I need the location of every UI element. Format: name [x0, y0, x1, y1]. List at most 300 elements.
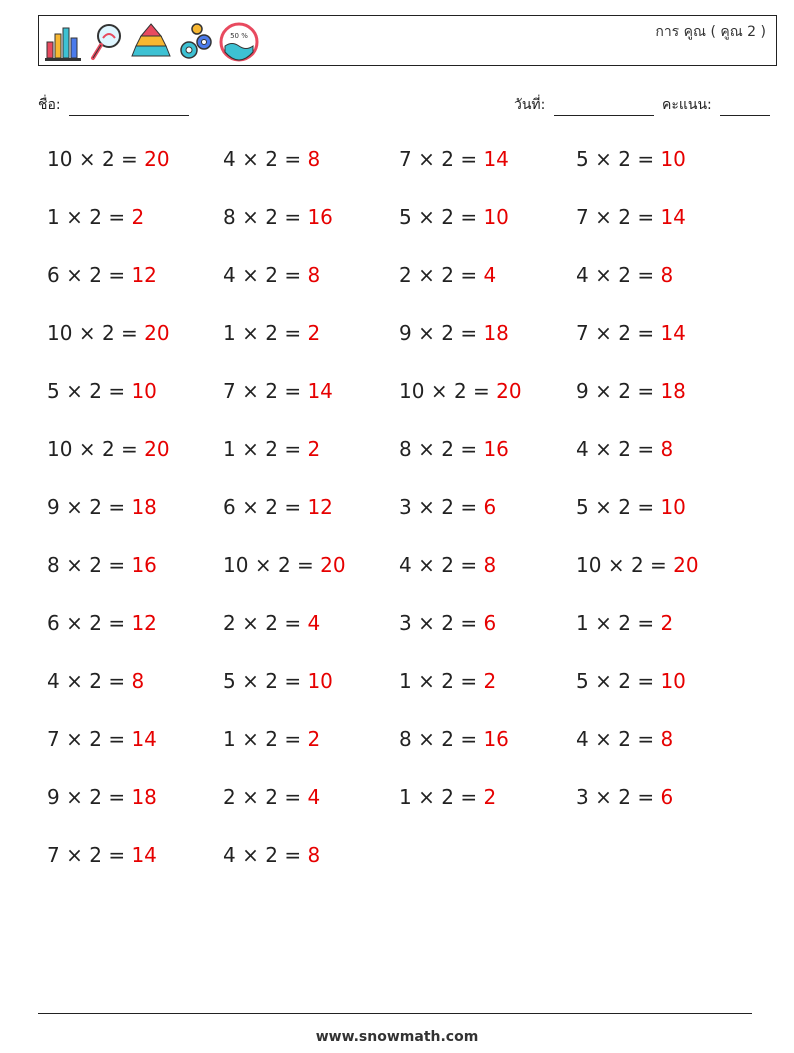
- times-sign: ×: [418, 785, 435, 809]
- problem-item: [576, 379, 686, 403]
- answer: 20: [320, 553, 346, 577]
- problem-item: [399, 669, 496, 693]
- times-sign: ×: [78, 321, 96, 345]
- answer: 14: [483, 147, 509, 171]
- answer: 8: [483, 553, 497, 577]
- multiplier: 2: [618, 495, 631, 519]
- times-sign: ×: [66, 843, 83, 867]
- multiplier: 2: [441, 495, 454, 519]
- times-sign: ×: [242, 669, 259, 693]
- problem-item: [576, 437, 673, 461]
- equals-sign: =: [637, 785, 655, 809]
- multiplier: 2: [618, 785, 631, 809]
- multiplier: 2: [441, 727, 454, 751]
- answer: 18: [483, 321, 509, 345]
- factor: 4: [223, 843, 236, 867]
- times-sign: ×: [242, 611, 259, 635]
- worksheet-title: การ คูณ ( คูณ 2 ): [655, 24, 766, 40]
- magnifier-icon: [87, 20, 127, 64]
- times-sign: ×: [418, 437, 435, 461]
- factor: 2: [223, 785, 236, 809]
- factor: 10: [399, 379, 425, 403]
- times-sign: ×: [418, 321, 435, 345]
- times-sign: ×: [66, 669, 83, 693]
- answer: 18: [131, 495, 157, 519]
- factor: 3: [399, 611, 412, 635]
- problem-item: [223, 611, 320, 635]
- multiplier: 2: [265, 727, 278, 751]
- answer: 18: [660, 379, 686, 403]
- multiplier: 2: [89, 205, 102, 229]
- problem-item: [47, 669, 144, 693]
- times-sign: ×: [254, 553, 272, 577]
- problem-item: [576, 321, 686, 345]
- problem-item: [576, 205, 686, 229]
- factor: 8: [399, 437, 412, 461]
- times-sign: ×: [418, 669, 435, 693]
- answer: 16: [483, 437, 509, 461]
- equals-sign: =: [108, 843, 126, 867]
- problem-item: [576, 147, 686, 171]
- answer: 8: [660, 727, 674, 751]
- equals-sign: =: [637, 437, 655, 461]
- times-sign: ×: [595, 205, 612, 229]
- equals-sign: =: [650, 553, 667, 577]
- problem-item: [399, 263, 496, 287]
- equals-sign: =: [284, 611, 302, 635]
- answer: 14: [660, 205, 686, 229]
- factor: 8: [223, 205, 236, 229]
- multiplier: 2: [453, 379, 467, 403]
- answer: 20: [144, 321, 170, 345]
- equals-sign: =: [637, 321, 655, 345]
- date-field: [514, 94, 654, 116]
- problem-item: [47, 495, 157, 519]
- factor: 5: [47, 379, 60, 403]
- problem-item: [399, 611, 496, 635]
- times-sign: ×: [418, 611, 435, 635]
- answer: 6: [483, 495, 497, 519]
- answer: 4: [307, 611, 321, 635]
- factor: 5: [576, 147, 589, 171]
- multiplier: 2: [101, 437, 115, 461]
- problem-item: [399, 147, 509, 171]
- multiplier: 2: [441, 553, 454, 577]
- factor: 4: [47, 669, 60, 693]
- problem-item: [576, 495, 686, 519]
- factor: 7: [223, 379, 236, 403]
- answer: 12: [131, 263, 157, 287]
- equals-sign: =: [108, 611, 126, 635]
- answer: 16: [307, 205, 333, 229]
- answer: 8: [307, 147, 321, 171]
- times-sign: ×: [418, 147, 435, 171]
- equals-sign: =: [637, 495, 655, 519]
- times-sign: ×: [595, 669, 612, 693]
- times-sign: ×: [242, 437, 259, 461]
- problem-item: [223, 263, 320, 287]
- problem-item: [47, 553, 157, 577]
- problem-item: [223, 727, 320, 751]
- bar-chart-icon: [43, 20, 83, 64]
- answer: 20: [144, 437, 170, 461]
- multiplier: 2: [265, 843, 278, 867]
- equals-sign: =: [108, 495, 126, 519]
- factor: 3: [576, 785, 589, 809]
- problem-item: [223, 379, 333, 403]
- gears-icon: [175, 20, 215, 64]
- times-sign: ×: [242, 147, 259, 171]
- times-sign: ×: [242, 205, 259, 229]
- times-sign: ×: [595, 785, 612, 809]
- times-sign: ×: [78, 147, 96, 171]
- footer-url: www.snowmath.com: [315, 1029, 479, 1045]
- factor: 1: [399, 669, 412, 693]
- problem-item: [399, 321, 509, 345]
- answer: 2: [307, 321, 321, 345]
- problem-item: [223, 785, 320, 809]
- equals-sign: =: [460, 495, 478, 519]
- date-label: วันที่:: [514, 97, 546, 113]
- factor: 5: [399, 205, 412, 229]
- problem-item: [223, 843, 320, 867]
- equals-sign: =: [108, 379, 126, 403]
- equals-sign: =: [108, 727, 126, 751]
- answer: 2: [660, 611, 674, 635]
- factor: 10: [47, 321, 73, 345]
- times-sign: ×: [66, 379, 83, 403]
- factor: 5: [576, 495, 589, 519]
- times-sign: ×: [66, 785, 83, 809]
- multiplier: 2: [265, 321, 278, 345]
- factor: 4: [223, 263, 236, 287]
- svg-text:50 %: 50 %: [230, 32, 248, 40]
- equals-sign: =: [637, 669, 655, 693]
- times-sign: ×: [78, 437, 96, 461]
- multiplier: 2: [265, 147, 278, 171]
- equals-sign: =: [108, 263, 126, 287]
- multiplier: 2: [89, 611, 102, 635]
- factor: 1: [223, 727, 236, 751]
- multiplier: 2: [89, 379, 102, 403]
- problem-item: [223, 553, 346, 577]
- problem-item: [47, 437, 170, 461]
- score-blank[interactable]: [720, 99, 770, 116]
- factor: 1: [576, 611, 589, 635]
- answer: 4: [483, 263, 497, 287]
- problem-item: [399, 727, 509, 751]
- problem-item: [223, 669, 333, 693]
- answer: 20: [496, 379, 522, 403]
- problem-item: [223, 437, 320, 461]
- times-sign: ×: [66, 495, 83, 519]
- score-label: คะแนน:: [662, 97, 712, 113]
- factor: 6: [223, 495, 236, 519]
- answer: 2: [307, 727, 321, 751]
- factor: 2: [399, 263, 412, 287]
- equals-sign: =: [460, 611, 478, 635]
- factor: 8: [47, 553, 60, 577]
- problem-item: [399, 785, 496, 809]
- factor: 4: [223, 147, 236, 171]
- problem-item: [223, 321, 320, 345]
- answer: 14: [131, 727, 157, 751]
- times-sign: ×: [418, 263, 435, 287]
- equals-sign: =: [108, 205, 126, 229]
- equals-sign: =: [637, 205, 655, 229]
- answer: 10: [660, 669, 686, 693]
- multiplier: 2: [618, 727, 631, 751]
- problem-item: [223, 147, 320, 171]
- times-sign: ×: [418, 727, 435, 751]
- equals-sign: =: [108, 785, 126, 809]
- factor: 9: [47, 785, 60, 809]
- factor: 4: [576, 263, 589, 287]
- equals-sign: =: [637, 727, 655, 751]
- multiplier: 2: [101, 321, 115, 345]
- factor: 1: [223, 437, 236, 461]
- problem-item: [399, 379, 522, 403]
- factor: 3: [399, 495, 412, 519]
- multiplier: 2: [265, 437, 278, 461]
- times-sign: ×: [242, 843, 259, 867]
- equals-sign: =: [460, 321, 478, 345]
- problem-item: [223, 205, 333, 229]
- answer: 14: [660, 321, 686, 345]
- equals-sign: =: [284, 843, 302, 867]
- answer: 8: [307, 843, 321, 867]
- multiplier: 2: [89, 263, 102, 287]
- equals-sign: =: [460, 205, 478, 229]
- answer: 8: [660, 437, 674, 461]
- equals-sign: =: [460, 669, 478, 693]
- equals-sign: =: [284, 205, 302, 229]
- problem-item: [399, 495, 496, 519]
- factor: 5: [576, 669, 589, 693]
- problem-item: [576, 669, 686, 693]
- answer: 8: [131, 669, 145, 693]
- multiplier: 2: [441, 785, 454, 809]
- problem-item: [399, 205, 509, 229]
- equals-sign: =: [284, 263, 302, 287]
- equals-sign: =: [460, 437, 478, 461]
- times-sign: ×: [418, 495, 435, 519]
- equals-sign: =: [637, 147, 655, 171]
- times-sign: ×: [595, 437, 612, 461]
- problem-item: [47, 205, 144, 229]
- answer: 2: [307, 437, 321, 461]
- problem-item: [47, 611, 157, 635]
- problem-item: [47, 843, 157, 867]
- equals-sign: =: [284, 495, 302, 519]
- problem-item: [576, 785, 673, 809]
- answer: 12: [131, 611, 157, 635]
- problem-item: [576, 263, 673, 287]
- answer: 16: [131, 553, 157, 577]
- problem-item: [399, 437, 509, 461]
- times-sign: ×: [242, 785, 259, 809]
- factor: 6: [47, 263, 60, 287]
- multiplier: 2: [618, 379, 631, 403]
- multiplier: 2: [441, 669, 454, 693]
- pyramid-icon: [131, 20, 171, 64]
- equals-sign: =: [637, 611, 655, 635]
- multiplier: 2: [441, 321, 454, 345]
- equals-sign: =: [460, 727, 478, 751]
- multiplier: 2: [618, 669, 631, 693]
- multiplier: 2: [630, 553, 644, 577]
- answer: 10: [307, 669, 333, 693]
- answer: 12: [307, 495, 333, 519]
- multiplier: 2: [265, 495, 278, 519]
- factor: 10: [47, 147, 73, 171]
- footer-divider: [38, 1013, 752, 1014]
- equals-sign: =: [284, 437, 302, 461]
- equals-sign: =: [284, 727, 302, 751]
- factor: 5: [223, 669, 236, 693]
- name-blank[interactable]: [69, 99, 189, 116]
- equals-sign: =: [637, 263, 655, 287]
- multiplier: 2: [618, 263, 631, 287]
- equals-sign: =: [121, 321, 138, 345]
- header-icons: [43, 20, 259, 64]
- equals-sign: =: [284, 379, 302, 403]
- problem-item: [399, 553, 496, 577]
- times-sign: ×: [242, 727, 259, 751]
- multiplier: 2: [618, 205, 631, 229]
- factor: 10: [47, 437, 73, 461]
- factor: 1: [47, 205, 60, 229]
- equals-sign: =: [121, 147, 138, 171]
- problem-item: [223, 495, 333, 519]
- equals-sign: =: [637, 379, 655, 403]
- equals-sign: =: [460, 147, 478, 171]
- multiplier: 2: [265, 379, 278, 403]
- factor: 7: [576, 321, 589, 345]
- answer: 10: [483, 205, 509, 229]
- factor: 4: [399, 553, 412, 577]
- answer: 6: [660, 785, 674, 809]
- factor: 1: [399, 785, 412, 809]
- equals-sign: =: [284, 785, 302, 809]
- multiplier: 2: [89, 727, 102, 751]
- factor: 7: [576, 205, 589, 229]
- multiplier: 2: [265, 611, 278, 635]
- times-sign: ×: [66, 263, 83, 287]
- equals-sign: =: [473, 379, 490, 403]
- problem-item: [576, 611, 673, 635]
- times-sign: ×: [242, 321, 259, 345]
- times-sign: ×: [595, 263, 612, 287]
- answer: 8: [307, 263, 321, 287]
- multiplier: 2: [441, 147, 454, 171]
- worksheet-header: [38, 15, 777, 66]
- times-sign: ×: [430, 379, 448, 403]
- equals-sign: =: [108, 553, 126, 577]
- multiplier: 2: [89, 669, 102, 693]
- multiplier: 2: [618, 147, 631, 171]
- multiplier: 2: [277, 553, 291, 577]
- problem-item: [47, 785, 157, 809]
- answer: 8: [660, 263, 674, 287]
- answer: 14: [131, 843, 157, 867]
- factor: 4: [576, 437, 589, 461]
- times-sign: ×: [418, 205, 435, 229]
- factor: 7: [399, 147, 412, 171]
- times-sign: ×: [595, 611, 612, 635]
- answer: 10: [660, 495, 686, 519]
- factor: 9: [576, 379, 589, 403]
- times-sign: ×: [66, 611, 83, 635]
- multiplier: 2: [89, 843, 102, 867]
- equals-sign: =: [460, 263, 478, 287]
- multiplier: 2: [618, 437, 631, 461]
- equals-sign: =: [460, 553, 478, 577]
- multiplier: 2: [441, 263, 454, 287]
- name-field: [38, 94, 189, 116]
- problem-item: [47, 727, 157, 751]
- equals-sign: =: [460, 785, 478, 809]
- multiplier: 2: [265, 669, 278, 693]
- problem-item: [47, 147, 170, 171]
- answer: 14: [307, 379, 333, 403]
- factor: 1: [223, 321, 236, 345]
- answer: 18: [131, 785, 157, 809]
- factor: 4: [576, 727, 589, 751]
- times-sign: ×: [595, 147, 612, 171]
- answer: 16: [483, 727, 509, 751]
- multiplier: 2: [101, 147, 115, 171]
- factor: 10: [576, 553, 602, 577]
- multiplier: 2: [618, 321, 631, 345]
- times-sign: ×: [595, 727, 612, 751]
- multiplier: 2: [265, 785, 278, 809]
- times-sign: ×: [595, 379, 612, 403]
- answer: 10: [131, 379, 157, 403]
- answer: 2: [483, 669, 497, 693]
- times-sign: ×: [607, 553, 625, 577]
- problem-item: [47, 321, 170, 345]
- answer: 10: [660, 147, 686, 171]
- answer: 2: [483, 785, 497, 809]
- times-sign: ×: [66, 205, 83, 229]
- times-sign: ×: [242, 379, 259, 403]
- factor: 6: [47, 611, 60, 635]
- equals-sign: =: [108, 669, 126, 693]
- answer: 20: [144, 147, 170, 171]
- equals-sign: =: [284, 669, 302, 693]
- factor: 7: [47, 843, 60, 867]
- answer: 4: [307, 785, 321, 809]
- date-blank[interactable]: [554, 99, 654, 116]
- equals-sign: =: [284, 147, 302, 171]
- times-sign: ×: [418, 553, 435, 577]
- equals-sign: =: [121, 437, 138, 461]
- multiplier: 2: [265, 205, 278, 229]
- times-sign: ×: [242, 495, 259, 519]
- answer: 2: [131, 205, 145, 229]
- times-sign: ×: [66, 553, 83, 577]
- name-label: ชื่อ:: [38, 97, 61, 113]
- times-sign: ×: [595, 321, 612, 345]
- factor: 8: [399, 727, 412, 751]
- multiplier: 2: [265, 263, 278, 287]
- times-sign: ×: [242, 263, 259, 287]
- factor: 9: [399, 321, 412, 345]
- multiplier: 2: [89, 553, 102, 577]
- problem-item: [47, 379, 157, 403]
- multiplier: 2: [89, 785, 102, 809]
